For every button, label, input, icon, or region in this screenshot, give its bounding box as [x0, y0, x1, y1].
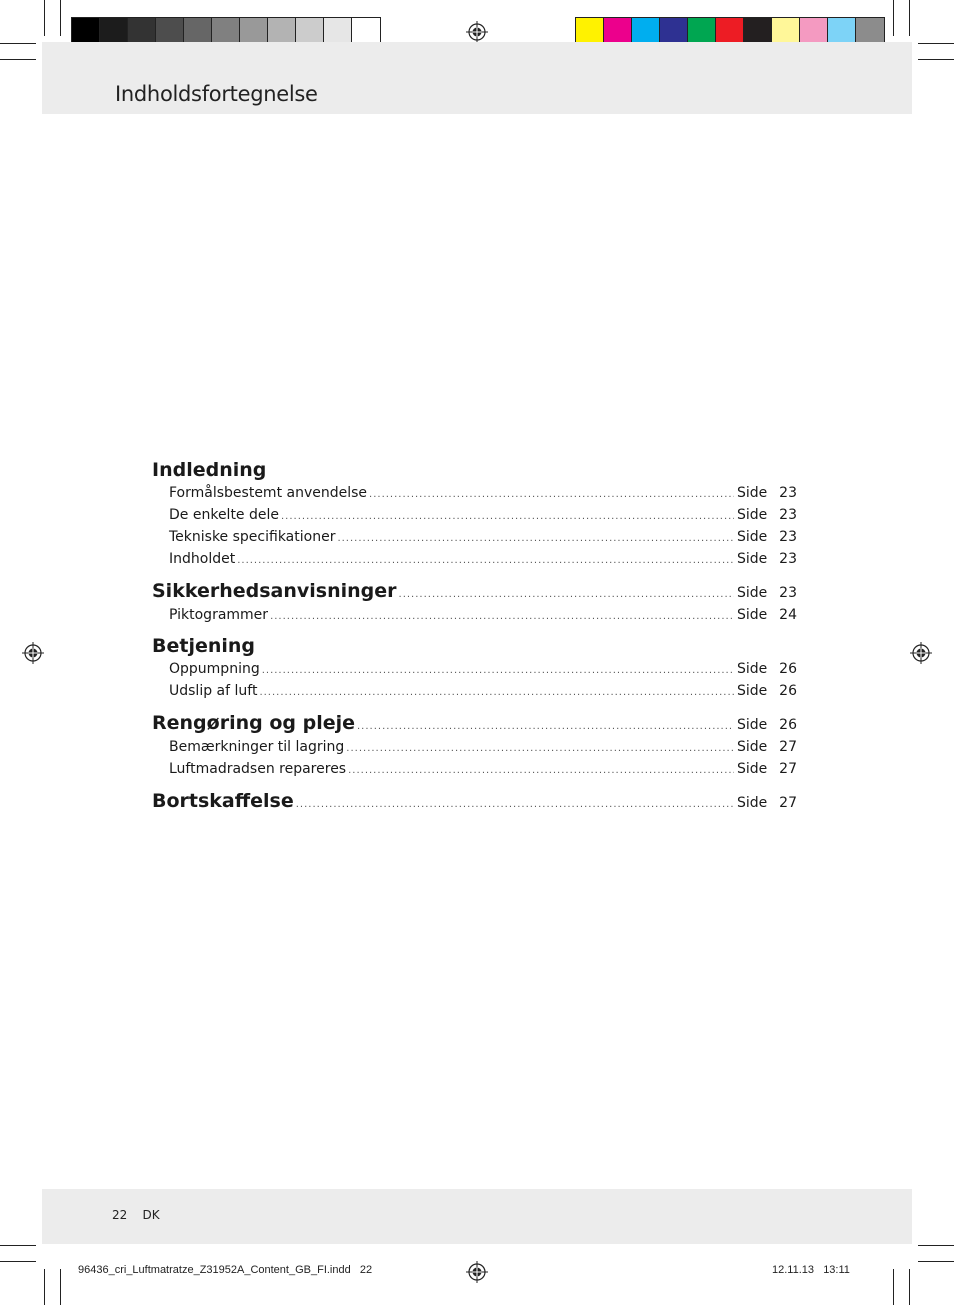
toc-page-number: 23: [779, 507, 797, 523]
toc-entry-label: Tekniske specifikationer: [169, 529, 336, 545]
color-swatch: [128, 18, 156, 45]
toc-section-heading: Betjening: [152, 635, 256, 657]
color-swatch: [604, 18, 632, 45]
toc-section: [152, 710, 797, 780]
toc-entry: [152, 758, 797, 780]
toc-side-label: Side: [737, 683, 768, 699]
toc-entry-label: Indholdet: [169, 551, 236, 567]
crop-mark: [60, 0, 61, 36]
toc-entry: [152, 680, 797, 702]
table-of-contents: [152, 458, 797, 822]
toc-entry-label: Piktogrammer: [169, 607, 269, 623]
slug-file-info: [78, 1264, 372, 1276]
registration-mark-icon: [22, 642, 44, 664]
crop-mark: [909, 1269, 910, 1305]
slug-time: 13:11: [823, 1264, 850, 1276]
crop-mark: [918, 43, 954, 44]
color-swatch: [240, 18, 268, 45]
color-swatch: [660, 18, 688, 45]
crop-mark: [0, 43, 36, 44]
crop-mark: [44, 0, 45, 36]
toc-leader-dots: [281, 506, 734, 528]
toc-leader-dots: [357, 714, 734, 740]
toc-page-number: 24: [779, 607, 797, 623]
header-band: [42, 42, 912, 114]
crop-mark: [0, 59, 36, 60]
toc-entry-label: Udslip af luft: [169, 683, 258, 699]
toc-page-number: 26: [779, 683, 797, 699]
crop-mark: [0, 1261, 36, 1262]
toc-leader-dots: [296, 792, 734, 818]
color-swatch: [352, 18, 380, 45]
toc-entry-label: Rengøring og pleje: [152, 712, 355, 734]
toc-main-entry: [152, 710, 797, 736]
color-swatch: [156, 18, 184, 45]
toc-leader-dots: [369, 484, 734, 506]
slug-page-number: 22: [359, 1264, 373, 1276]
toc-page-number: 27: [779, 739, 797, 755]
color-swatch: [212, 18, 240, 45]
registration-mark-icon: [910, 642, 932, 664]
toc-main-entry: [152, 788, 797, 814]
footer-band: [42, 1189, 912, 1244]
toc-page-number: 26: [779, 661, 797, 677]
color-swatch: [856, 18, 884, 45]
color-swatch: [716, 18, 744, 45]
toc-side-label: Side: [737, 507, 768, 523]
color-swatch: [688, 18, 716, 45]
toc-side-label: Side: [737, 585, 768, 601]
toc-leader-dots: [262, 660, 734, 682]
toc-entry-label: Formålsbestemt anvendelse: [169, 485, 368, 501]
toc-entry-label: Bemærkninger til lagring: [169, 739, 345, 755]
color-swatch: [828, 18, 856, 45]
slug-date: 12.11.13: [772, 1264, 815, 1276]
toc-side-label: Side: [737, 761, 768, 777]
footer-page-info: [112, 1208, 160, 1222]
toc-side-label: Side: [737, 529, 768, 545]
toc-leader-dots: [348, 760, 734, 782]
crop-mark: [918, 1245, 954, 1246]
toc-page-number: 27: [779, 795, 797, 811]
color-swatch: [296, 18, 324, 45]
toc-page-number: 23: [779, 529, 797, 545]
crop-mark: [0, 1245, 36, 1246]
crop-mark: [893, 0, 894, 36]
footer-page-number: 22: [112, 1208, 128, 1222]
toc-page-number: 27: [779, 761, 797, 777]
toc-side-label: Side: [737, 795, 768, 811]
toc-entry-label: Bortskaffelse: [152, 790, 294, 812]
toc-side-label: Side: [737, 607, 768, 623]
registration-mark-icon: [466, 1261, 488, 1283]
toc-section-heading: Indledning: [152, 459, 267, 481]
toc-section: [152, 458, 797, 570]
toc-side-label: Side: [737, 739, 768, 755]
toc-entry-label: Oppumpning: [169, 661, 260, 677]
toc-entry: [152, 736, 797, 758]
color-swatch: [100, 18, 128, 45]
toc-leader-dots: [337, 528, 734, 550]
toc-leader-dots: [270, 606, 734, 628]
toc-page-number: 23: [779, 485, 797, 501]
toc-leader-dots: [346, 738, 734, 760]
toc-side-label: Side: [737, 485, 768, 501]
color-swatch: [268, 18, 296, 45]
toc-leader-dots: [399, 582, 734, 608]
crop-mark: [918, 59, 954, 60]
color-swatch: [324, 18, 352, 45]
color-swatch: [772, 18, 800, 45]
crop-mark: [918, 1261, 954, 1262]
toc-side-label: Side: [737, 551, 768, 567]
color-swatch: [72, 18, 100, 45]
toc-entry: [152, 504, 797, 526]
toc-page-number: 23: [779, 551, 797, 567]
toc-entry-label: Sikkerhedsanvisninger: [152, 580, 397, 602]
toc-section: [152, 788, 797, 814]
toc-entry: [152, 658, 797, 680]
toc-leader-dots: [259, 682, 734, 704]
toc-section: [152, 578, 797, 626]
slug-date-info: [772, 1264, 850, 1276]
crop-mark: [44, 1269, 45, 1305]
color-swatch: [744, 18, 772, 45]
registration-mark-icon: [466, 21, 488, 43]
toc-entry-label: Luftmadradsen repareres: [169, 761, 347, 777]
toc-entry-label: De enkelte dele: [169, 507, 279, 523]
toc-entry: [152, 482, 797, 504]
toc-main-entry: [152, 578, 797, 604]
toc-entry: [152, 548, 797, 570]
color-swatch: [632, 18, 660, 45]
toc-leader-dots: [237, 550, 734, 572]
footer-language: DK: [142, 1208, 160, 1222]
color-swatch: [576, 18, 604, 45]
crop-mark: [60, 1269, 61, 1305]
toc-side-label: Side: [737, 661, 768, 677]
color-swatch: [800, 18, 828, 45]
crop-mark: [909, 0, 910, 36]
slug-file-name: 96436_cri_Luftmatratze_Z31952A_Content_GB_FI.indd: [78, 1264, 351, 1276]
toc-section: [152, 634, 797, 702]
toc-page-number: 26: [779, 717, 797, 733]
crop-mark: [893, 1269, 894, 1305]
page-title: Indholdsfortegnelse: [115, 82, 318, 106]
toc-side-label: Side: [737, 717, 768, 733]
color-swatch: [184, 18, 212, 45]
toc-entry: [152, 604, 797, 626]
toc-page-number: 23: [779, 585, 797, 601]
toc-entry: [152, 526, 797, 548]
